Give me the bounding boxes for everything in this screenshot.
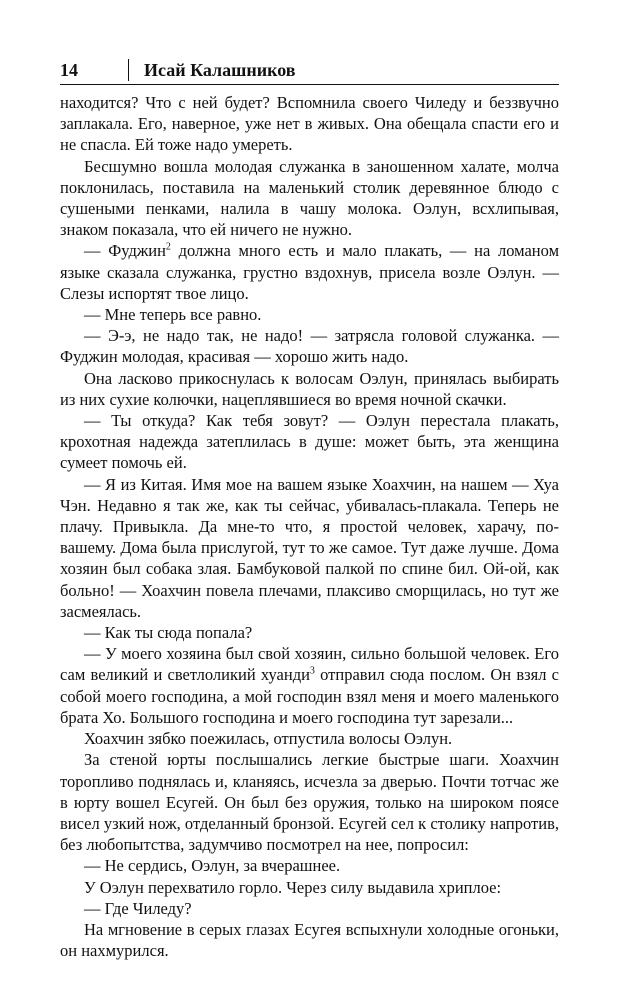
paragraph: Хоахчин зябко поежилась, отпустила волосы Оэлун. [84, 729, 453, 749]
paragraph: находится? Что с ней будет? Вспомнила своего Чиледу и беззвучно заплакала. Его, наверное, уже нет в живых. Она обещала спасти его и не спасла. Ей тоже надо умереть. [60, 93, 559, 155]
paragraph-text: — Фуджин [84, 241, 166, 261]
book-author: Исай Калашников [144, 60, 296, 80]
footnote-ref: 2 [165, 241, 171, 253]
paragraph: — Не сердись, Оэлун, за вчерашнее. [84, 856, 341, 876]
book-page [60, 56, 560, 961]
footnote-ref: 3 [309, 665, 315, 677]
paragraph-text: должна много есть и мало плакать, — на ломаном языке сказала служанка, грустно вздохнув, присела возле Оэлун. — Слезы испортят твое лицо. [60, 241, 560, 303]
paragraph: За стеной юрты послышались легкие быстрые шаги. Хоахчин торопливо поднялась и, кланяясь, исчезла за дверью. Почти тотчас же в юрту вошел Есугей. Он был без оружия, только на широком поясе висел узкий нож, отделанный бронзой. Есугей сел к столику напротив, без любопытства, задумчиво посмотрел на нее, попросил: [60, 750, 559, 855]
page-body [60, 92, 559, 961]
paragraph: — Мне теперь все равно. [84, 305, 262, 325]
paragraph: — Как ты сюда попала? [84, 623, 253, 643]
paragraph: На мгновение в серых глазах Есугея вспыхнули холодные огоньки, он нахмурился. [60, 919, 559, 961]
paragraph: У Оэлун перехватило горло. Через силу выдавила хриплое: [84, 877, 502, 897]
paragraph [60, 240, 559, 304]
running-header [60, 56, 559, 86]
page-number: 14 [60, 60, 78, 80]
paragraph-text: — У моего хозяина был свой хозяин, сильно большой человек. Его сам великий и светлоликий хуанди [60, 644, 559, 685]
paragraph: Она ласково прикоснулась к волосам Оэлун, принялась выбирать из них сухие колючки, нацеплявшиеся во время ночной скачки. [60, 368, 559, 409]
header-rule [60, 84, 559, 85]
paragraph: — Э-э, не надо так, не надо! — затрясла головой служанка. — Фуджин молодая, красивая — хорошо жить надо. [60, 326, 559, 367]
paragraph [60, 643, 559, 728]
paragraph-text: отправил сюда послом. Он взял с собой моего господина, а мой господин взял меня и моего маленького брата Хо. Большого господина и моего господина тут зарезали... [60, 665, 559, 727]
paragraph: Бесшумно вошла молодая служанка в заношенном халате, молча поклонилась, поставила на маленький столик деревянное блюдо с сушеными пенками, налила в чашу молока. Оэлун, всхлипывая, знаком показала, что ей ничего не нужно. [60, 156, 559, 240]
paragraph: — Ты откуда? Как тебя зовут? — Оэлун перестала плакать, крохотная надежда затеплилась в душе: может быть, эта женщина сумеет помочь ей. [60, 411, 559, 473]
header-separator [128, 59, 129, 81]
paragraph: — Где Чиледу? [84, 898, 192, 918]
paragraph: — Я из Китая. Имя мое на вашем языке Хоахчин, на нашем — Хуа Чэн. Недавно я так же, как ты сейчас, убивалась-плакала. Теперь не плачу. Привыкла. Да мне-то что, я простой человек, харачу, по-вашему. Дома была прислугой, тут то же самое. Тут даже лучше. Дома хозяин был собака злая. Бамбуковой палкой по спине бил. Ой-ой, как больно! — Хоахчин повела плечами, плаксиво сморщилась, но тут же засмеялась. [60, 474, 559, 621]
